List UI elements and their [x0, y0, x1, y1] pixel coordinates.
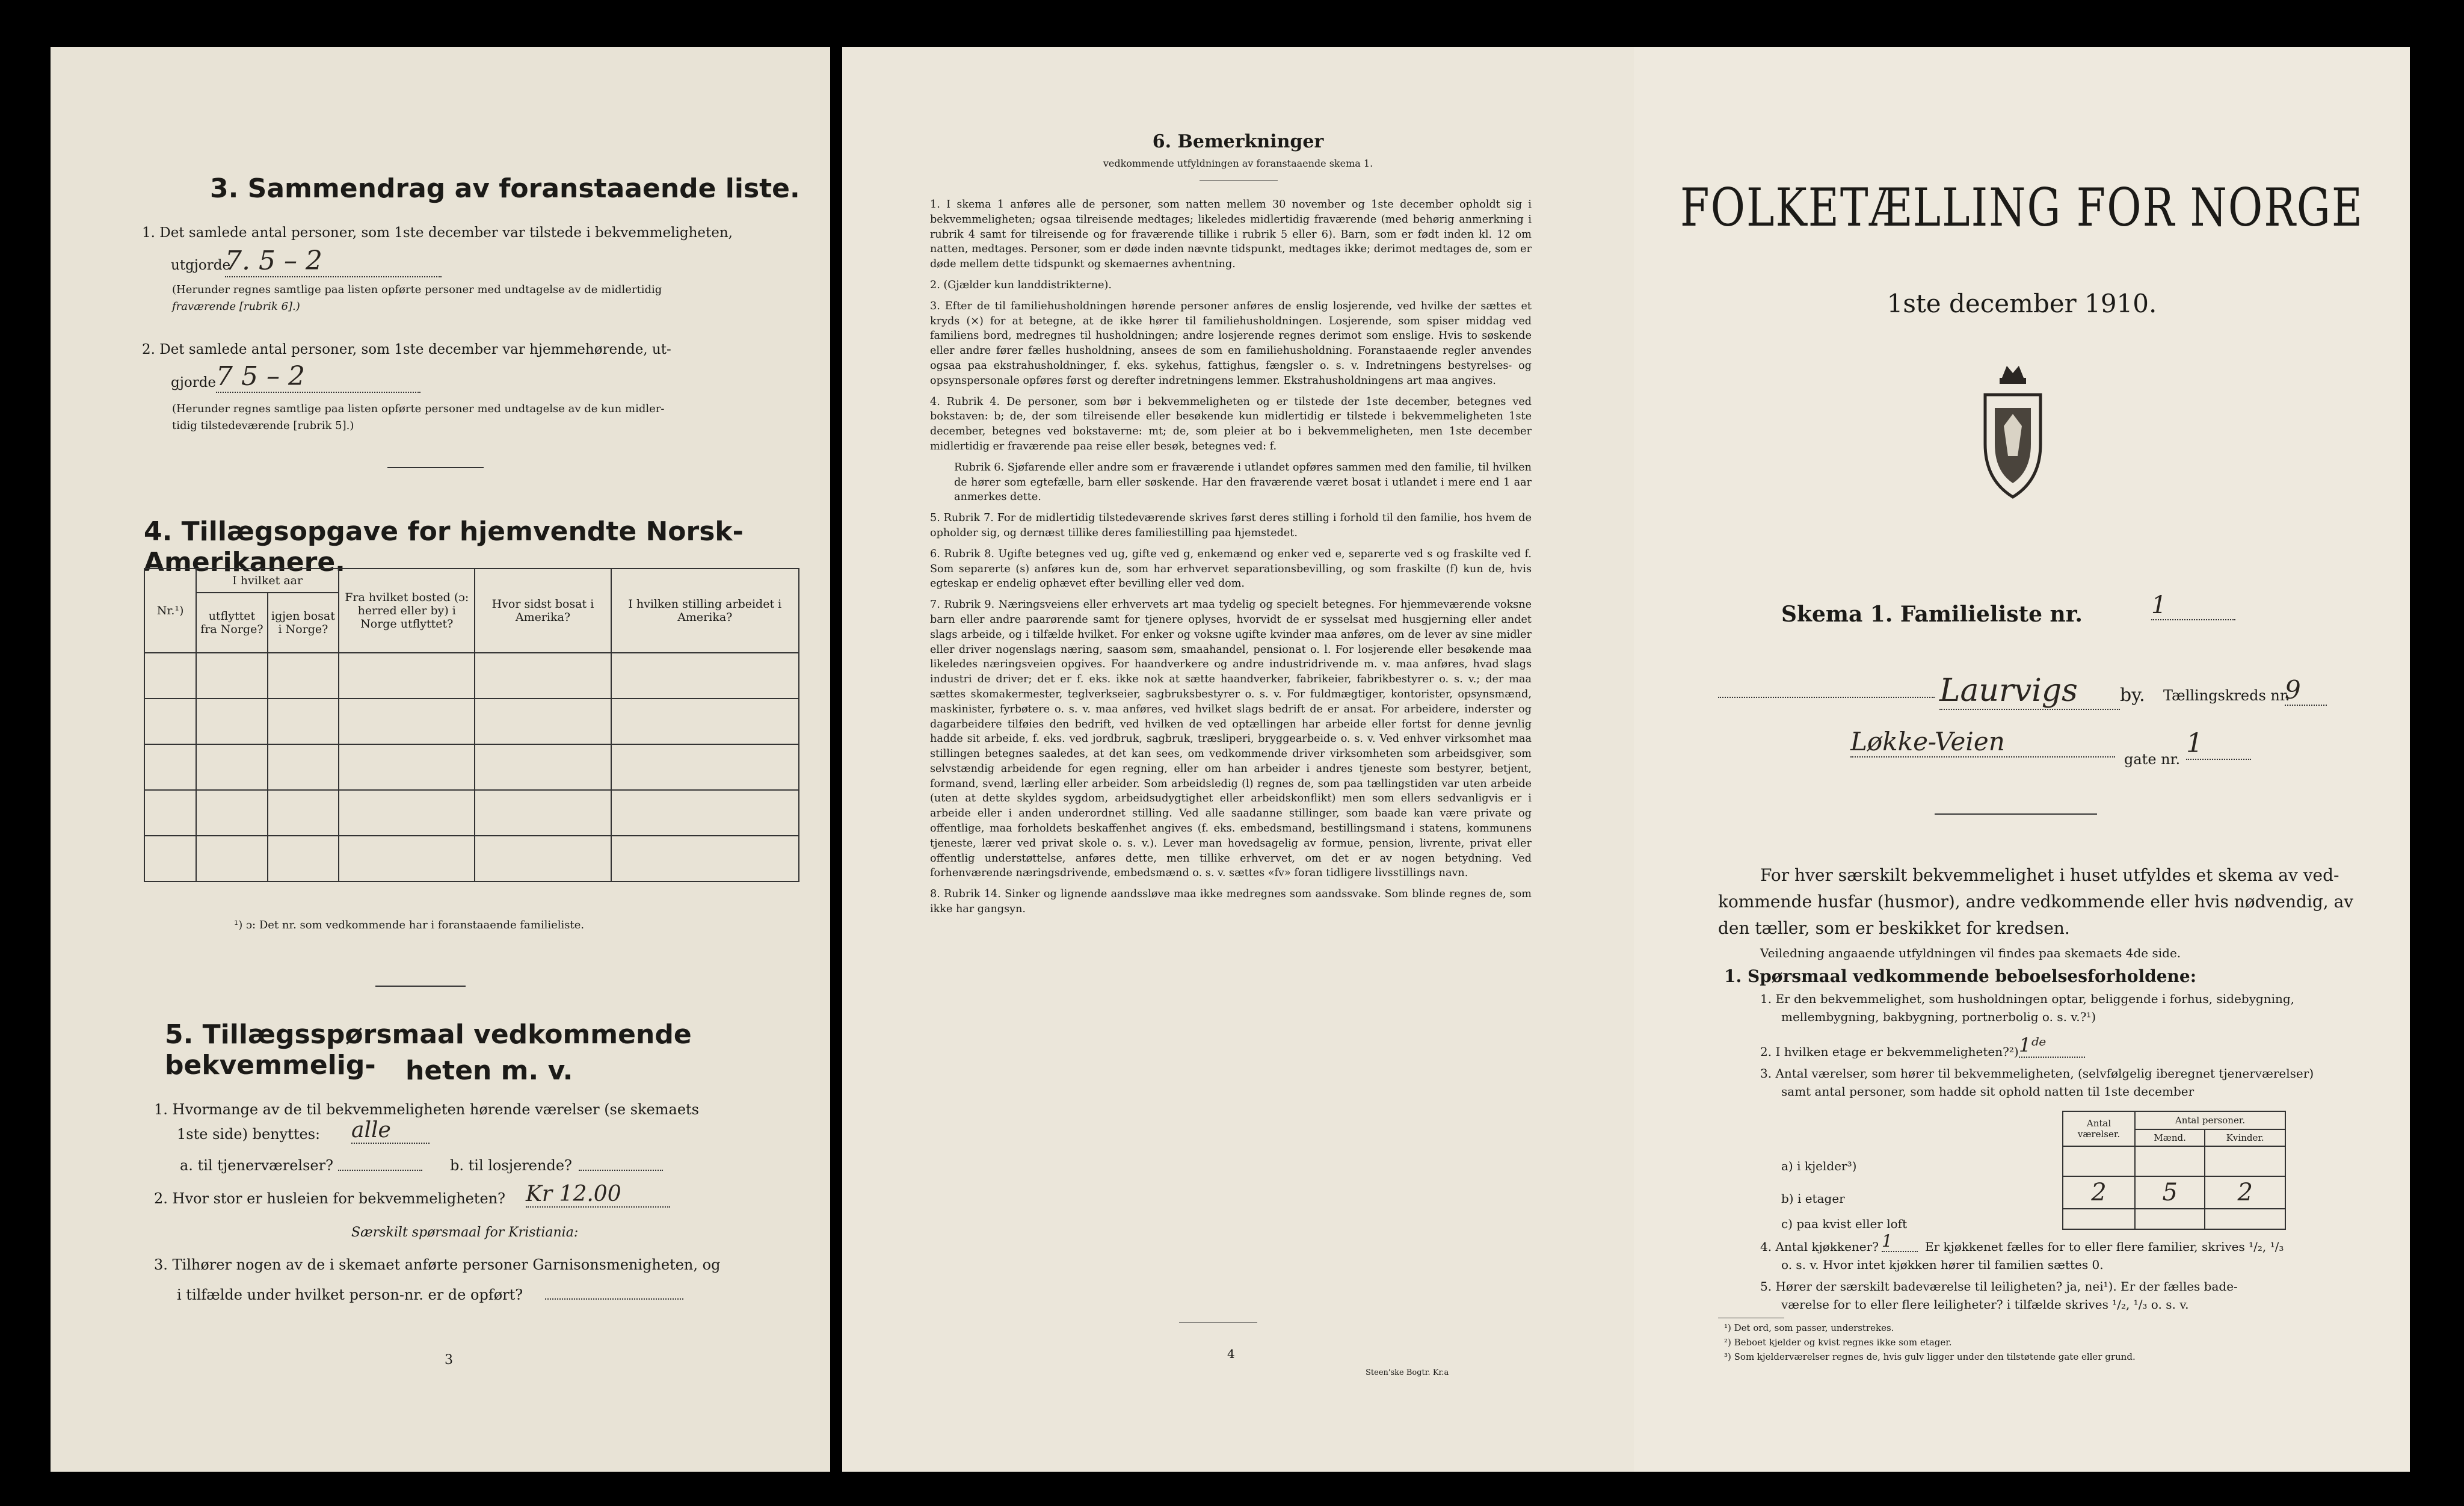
footnote-2: ²) Beboet kjelder og kvist regnes ikke som etager. [1724, 1337, 1952, 1348]
guide-note: Veiledning angaaende utfyldningen vil findes paa skemaets 4de side. [1760, 946, 2181, 960]
col-year: I hvilket aar [196, 569, 339, 593]
remarks-subtitle: vedkommende utfyldningen av foranstaaende skema 1. [1103, 158, 1373, 169]
q2-note2: tidig tilstedeværende [rubrik 5].) [172, 419, 354, 432]
leader-dots [1718, 697, 1935, 698]
form-date: 1ste december 1910. [1886, 289, 2157, 318]
q1-note1: (Herunder regnes samtlige paa listen opførte personer med undtagelse av de midlertidig [172, 283, 662, 296]
page-1 [1634, 47, 2410, 1472]
q5-a-label: a. til tjenerværelser? [180, 1157, 333, 1174]
rooms-persons-table [2062, 1111, 2286, 1230]
q5-1-line2: 1ste side) benyttes: [177, 1126, 321, 1143]
intro-line3: den tæller, som er beskikket for kredsen. [1718, 918, 2070, 938]
col-women: Kvinder. [2205, 1129, 2285, 1146]
q5-2-answer[interactable]: Kr 12.00 [526, 1182, 670, 1208]
krets-field[interactable]: 9 [2285, 675, 2327, 706]
col-men: Mænd. [2135, 1129, 2205, 1146]
col-rooms: Antal værelser. [2063, 1111, 2135, 1146]
table-row [144, 836, 799, 881]
intro-line2: kommende husfar (husmor), andre vedkommende eller hvis nødvendig, av [1718, 892, 2354, 912]
coat-of-arms-icon [1971, 360, 2055, 504]
table-row [144, 790, 799, 836]
remark-7: 7. Rubrik 9. Næringsveiens eller erhvervets art maa tydelig og specielt betegnes. For hjemmeværende voksne barn eller andre paarørende samt for tjenere oplyses, hvorvidt de er sysselsat med husgjerning eller andet slags arbeide, og i tilfælde hvilket. For enker og voksne ugifte kvinder maa anføres, om de lever av sine midler eller driver nogenslags næring, saasom søm, smaahandel, pensionat o. l. For losjerende eller besøkende maa likeledes næringsveien opgives. For haandverkere og andre industridrivende m. v. maa anføres, hvad slags industri de driver; det er f. eks. ikke nok at sætte haandverker, fabrikeier, fabrikbestyrer o. s. v.; der maa sættes skomakermester, teglverkseier, sagbruksbestyrer o. s. v. For fuldmægtiger, kontorister, opsynsmænd, maskinister, fyrbøtere o. s. v. maa anføres, ved hvilket slags bedrift de er ansat. For arbeidere, inderster og dagarbeidere tilføies den bedrift, ved hvilken de ved optællingen har arbeide eller fortst for denne jevnlig hadde sit arbeide, f. eks. ved jordbruk, sagbruk, træsliperi, bryggearbeide o. s. v. Ved enhver virksomhet maa stillingen betegnes saaledes, at det kan sees, om vedkommende driver virksomheten som arbeidsgiver, som selvstændig arbeidende for egen regning, eller om han arbeider i andres tjeneste som bestyrer, betjent, formand, svend, lærling eller arbeider. Som arbeidsledig (l) regnes de, som paa tællingstiden var uten arbeide (uten at dette skyldes sygdom, arbeidsudygtighet eller arbeidskonflikt) men som ellers sedvanligvis er i arbeide eller i anden underordnet stilling. Ved alle saadanne stillinger, som baade kan være private og offentlige, maa forholdets beskaffenhet angives (f. eks. embedsmand, bestillingsmand i statens, kommunens tjeneste, lærer ved privat skole o. s. v.). Lever man hovedsagelig av formue, pension, livrente, privat eller offentlig understøttelse, anføres dette, men tillike erhvervet, om det er av nogen betydning. Ved forhenværende næringsdrivende, embedsmænd o. s. v. sættes «fv» foran tidligere livsstillings navn. [930, 599, 1532, 880]
c-women[interactable] [2205, 1209, 2285, 1229]
divider [1935, 813, 2097, 815]
city-field[interactable]: Laurvigs [1939, 673, 2120, 710]
q5-2-label: 2. Hvor stor er husleien for bekvemmeligheten? [154, 1190, 506, 1207]
a-women[interactable] [2205, 1146, 2285, 1176]
row-c-label: c) paa kvist eller loft [1781, 1217, 1908, 1231]
krets-label: Tællingskreds nr. [2163, 687, 2290, 704]
gate-label: gate nr. [2124, 751, 2181, 768]
remark-6: 6. Rubrik 8. Ugifte betegnes ved ug, gifte ved g, enkemænd og enker ved e, separerte ved s og fraskilte ved f. Som separerte (s) anføres kun de, som har erhvervet separationsbevilling, og som fraskilte (f) kun de, hvis egteskap er endelig ophævet efter bevilling eller ved dom. [930, 548, 1532, 590]
section-5-title-1: 5. Tillægsspørsmaal vedkommende bekvemmelig- [165, 1019, 692, 1081]
col-returned: igjen bosat i Norge? [268, 593, 339, 653]
footnote-3: ³) Som kjelderværelser regnes de, hvis gulv ligger under den tilstøtende gate eller grund. [1724, 1351, 2136, 1362]
q1-line1: 1. Det samlede antal personer, som 1ste december var tilstede i bekvemmeligheten, [142, 225, 733, 241]
page-number: 4 [1227, 1347, 1235, 1361]
table-footnote: ¹) ɔ: Det nr. som vedkommende har i foranstaaende familieliste. [234, 919, 585, 931]
a-men[interactable] [2135, 1146, 2205, 1176]
form-title: FOLKETÆLLING FOR NORGE [1680, 176, 2364, 239]
b-rooms[interactable]: 2 [2063, 1176, 2135, 1209]
row-a-label: a) i kjelder³) [1781, 1159, 1857, 1173]
q5-b-field[interactable] [579, 1170, 663, 1171]
c-rooms[interactable] [2063, 1209, 2135, 1229]
q1-2-answer[interactable]: 1ᵈᵉ [2019, 1034, 2085, 1058]
q5-3-field[interactable] [545, 1298, 683, 1300]
norsk-amerikanere-table [144, 568, 799, 882]
divider [1179, 1322, 1257, 1323]
remark-4-rubrik6: Rubrik 6. Sjøfarende eller andre som er fraværende i utlandet opføres sammen med den familie, til hvilken de hører som egtefælle, barn eller søskende. Har den fraværende været bosat i utlandet i mere end 1 aar anmerkes dette. [954, 461, 1532, 504]
q1-3-line2: samt antal personer, som hadde sit ophold natten til 1ste december [1781, 1084, 2194, 1099]
q1-4-label: 4. Antal kjøkkener? [1760, 1239, 1879, 1254]
intro-line1: For hver særskilt bekvemmelighet i huset utfyldes et skema av ved- [1760, 865, 2339, 885]
col-emigrated: utflyttet fra Norge? [196, 593, 267, 653]
remark-4: 4. Rubrik 4. De personer, som bør i bekvemmeligheten og er tilstede der 1ste december, betegnes ved bokstaven: b; de, der som tilreisende eller besøkende kun midlertidig er tilstede i bekvemmeligheten 1ste december, betegnes ved bokstaverne: mt; de, som pleier at bo i bekvemmeligheten, men 1ste december midlertidig er fraværende paa reise eller besøk, betegnes ved: f. [930, 395, 1532, 452]
divider [375, 986, 466, 987]
remark-5: 5. Rubrik 7. For de midlertidig tilstedeværende skrives først deres stilling i forhold til den familie, hos hvem de opholder sig, og dernæst tillike deres familiestilling paa hjemstedet. [930, 512, 1532, 539]
c-men[interactable] [2135, 1209, 2205, 1229]
section-4-title: 4. Tillægsopgave for hjemvendte Norsk-Amerikanere. [144, 516, 744, 578]
q1-1-line2: mellembygning, bakbygning, portnerbolig o. s. v.?¹) [1781, 1010, 2096, 1024]
q1-answer[interactable]: 7. 5 – 2 [225, 245, 442, 277]
table-row [144, 699, 799, 744]
q5-a-field[interactable] [338, 1170, 422, 1171]
q5-3-line1: 3. Tilhører nogen av de i skemaet anførte personer Garnisonsmenigheten, og [154, 1256, 721, 1273]
b-women[interactable]: 2 [2205, 1176, 2285, 1209]
q1-5-line2: værelse for to eller flere leiligheter? i tilfælde skrives ¹/₂, ¹/₃ o. s. v. [1781, 1297, 2189, 1312]
q2-label: gjorde [171, 375, 217, 390]
street-field[interactable]: Løkke-Veien [1850, 727, 2115, 758]
q5-3-line2: i tilfælde under hvilket person-nr. er de opført? [177, 1286, 523, 1303]
table-row [144, 653, 799, 699]
page-4 [842, 47, 1634, 1472]
remark-1: 1. I skema 1 anføres alle de personer, som natten mellem 30 november og 1ste december opholdt sig i bekvemmeligheten; ogsaa tilreisende medtages; likeledes midlertidig fraværende (med behørig anmerkning i rubrik 4 samt for tilreisende og for fraværende tillike i rubrik 5 eller 6). Barn, som er født inden kl. 12 om natten, medtages. Personer, som er døde inden nævnte tidspunkt, medtages ikke; derimot medtages de, som er døde mellem dette tidspunkt og skemaernes avhentning. [930, 199, 1532, 271]
remark-8: 8. Rubrik 14. Sinker og lignende aandssløve maa ikke medregnes som aandssvake. Som blinde regnes de, som ikke har gangsyn. [930, 888, 1532, 916]
footnote-1: ¹) Det ord, som passer, understrekes. [1724, 1322, 1894, 1333]
col-last: Hvor sidst bosat i Amerika? [475, 569, 611, 653]
gate-field[interactable]: 1 [2186, 728, 2251, 760]
page-number: 3 [445, 1353, 453, 1368]
printer-mark: Steen'ske Bogtr. Kr.a [1366, 1368, 1449, 1377]
remarks-body [930, 197, 1532, 923]
q1-note2: fraværende [rubrik 6].) [172, 300, 300, 313]
familieliste-nr[interactable]: 1 [2151, 591, 2235, 620]
q1-label: utgjorde [171, 258, 231, 273]
q1-title: 1. Spørsmaal vedkommende beboelsesforholdene: [1724, 966, 2197, 986]
col-from: Fra hvilket bosted (ɔ: herred eller by) i Norge utflyttet? [339, 569, 475, 653]
col-position: I hvilken stilling arbeidet i Amerika? [611, 569, 799, 653]
section-5-title-2: heten m. v. [405, 1055, 573, 1086]
q1-5-line1: 5. Hører der særskilt badeværelse til leiligheten? ja, nei¹). Er der fælles bade- [1760, 1279, 2238, 1294]
page-3 [51, 47, 830, 1472]
by-label: by. [2120, 685, 2145, 706]
q5-1-answer[interactable]: alle [351, 1118, 430, 1144]
col-nr: Nr.¹) [144, 569, 196, 653]
b-men[interactable]: 5 [2135, 1176, 2205, 1209]
q2-line1: 2. Det samlede antal personer, som 1ste december var hjemmehørende, ut- [142, 342, 671, 357]
remarks-title: 6. Bemerkninger [1152, 131, 1324, 152]
section-3-title: 3. Sammendrag av foranstaaende liste. [210, 173, 800, 204]
q5-b-label: b. til losjerende? [450, 1157, 572, 1174]
q1-1-line1: 1. Er den bekvemmelighet, som husholdningen optar, beliggende i forhus, sidebygning, [1760, 992, 2295, 1006]
q1-4-line2: o. s. v. Hvor intet kjøkken hører til familien sættes 0. [1781, 1258, 2104, 1272]
divider [387, 467, 484, 468]
table-row [144, 744, 799, 790]
row-b-label: b) i etager [1781, 1191, 1845, 1206]
q1-4-answer[interactable]: 1 [1882, 1231, 1918, 1252]
q1-3-line1: 3. Antal værelser, som hører til bekvemmeligheten, (selvfølgelig iberegnet tjenerværelser) [1760, 1066, 2314, 1081]
remark-2: 2. (Gjælder kun landdistrikterne). [930, 279, 1112, 291]
q2-note1: (Herunder regnes samtlige paa listen opførte personer med undtagelse av de kun midler- [172, 403, 665, 415]
q5-kristiania-label: Særskilt spørsmaal for Kristiania: [351, 1225, 579, 1240]
q1-2-label: 2. I hvilken etage er bekvemmeligheten?²) [1760, 1045, 2019, 1059]
a-rooms[interactable] [2063, 1146, 2135, 1176]
remark-3: 3. Efter de til familiehusholdningen hørende personer anføres de enslig losjerende, ved hvilke der sættes et kryds (×) for at betegne, at de ikke hører til familiehusholdningen. Losjerende, som spiser middag ved familiens bord, medregnes til husholdningen; andre losjerende regnes derimot som enslige. Hvis to søskende eller andre fører fælles husholdning, ansees de som en familiehusholdning. Foranstaaende regler anvendes ogsaa paa ekstrahusholdninger, f. eks. sykehus, fattighus, fængsler o. s. v. Indretningens bestyrelses- og opsynspersonale opføres først og derefter indretningens lemmer. Ekstrahusholdningens art maa angives. [930, 300, 1532, 387]
skema-label: Skema 1. Familieliste nr. [1781, 602, 2083, 627]
q5-1-line1: 1. Hvormange av de til bekvemmeligheten hørende værelser (se skemaets [154, 1101, 699, 1118]
q2-answer[interactable]: 7 5 – 2 [216, 361, 420, 393]
col-persons: Antal personer. [2135, 1111, 2285, 1129]
q1-4-line1: Er kjøkkenet fælles for to eller flere familier, skrives ¹/₂, ¹/₃ [1925, 1239, 2284, 1254]
